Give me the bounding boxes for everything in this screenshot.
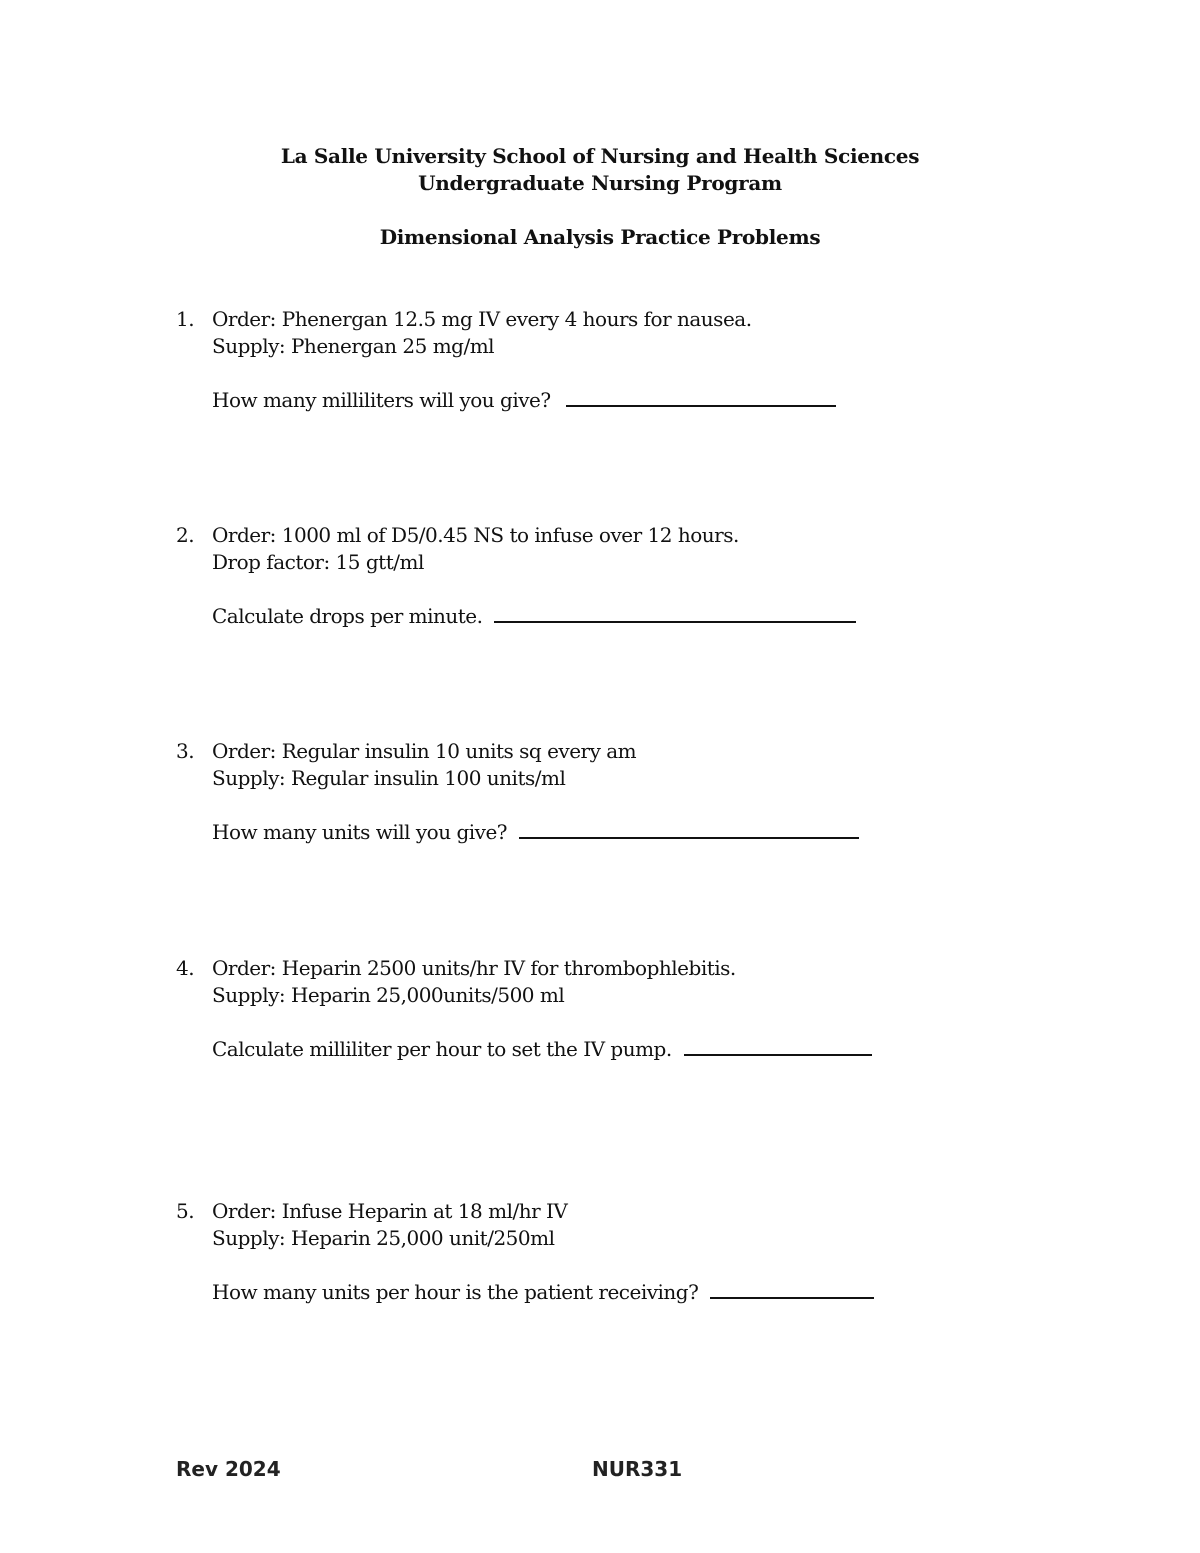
question-line: [212, 1036, 872, 1063]
question-text: How many units will you give?: [212, 820, 508, 844]
order-line: Order: Infuse Heparin at 18 ml/hr IV: [212, 1199, 568, 1223]
order-line: Order: 1000 ml of D5/0.45 NS to infuse over 12 hours.: [212, 523, 739, 547]
question-text: How many units per hour is the patient receiving?: [212, 1280, 699, 1304]
page-title: Dimensional Analysis Practice Problems: [379, 225, 821, 249]
drop-factor-line: Drop factor: 15 gtt/ml: [212, 550, 424, 574]
problem-number: 5.: [176, 1199, 195, 1223]
course-code: NUR331: [592, 1457, 683, 1481]
answer-blank[interactable]: [566, 387, 836, 407]
question-text: How many milliliters will you give?: [212, 388, 551, 412]
program-name: Undergraduate Nursing Program: [418, 171, 782, 195]
problem-number: 1.: [176, 307, 195, 331]
question-line: [212, 603, 856, 630]
supply-line: Supply: Heparin 25,000 unit/250ml: [212, 1226, 555, 1250]
supply-line: Supply: Regular insulin 100 units/ml: [212, 766, 566, 790]
question-text: Calculate milliliter per hour to set the IV pump.: [212, 1037, 672, 1061]
problem-number: 2.: [176, 523, 195, 547]
question-line: [212, 387, 836, 414]
answer-blank[interactable]: [684, 1036, 872, 1056]
school-name: La Salle University School of Nursing and Health Sciences: [280, 144, 920, 168]
question-text: Calculate drops per minute.: [212, 604, 483, 628]
answer-blank[interactable]: [710, 1279, 874, 1299]
problem-number: 3.: [176, 739, 195, 763]
supply-line: Supply: Heparin 25,000units/500 ml: [212, 983, 565, 1007]
order-line: Order: Phenergan 12.5 mg IV every 4 hours for nausea.: [212, 307, 752, 331]
order-line: Order: Regular insulin 10 units sq every am: [212, 739, 637, 763]
answer-blank[interactable]: [519, 819, 859, 839]
question-line: [212, 1279, 874, 1306]
order-line: Order: Heparin 2500 units/hr IV for thrombophlebitis.: [212, 956, 736, 980]
problem-number: 4.: [176, 956, 195, 980]
revision-label: Rev 2024: [176, 1457, 281, 1481]
supply-line: Supply: Phenergan 25 mg/ml: [212, 334, 495, 358]
question-line: [212, 819, 859, 846]
answer-blank[interactable]: [494, 603, 856, 623]
